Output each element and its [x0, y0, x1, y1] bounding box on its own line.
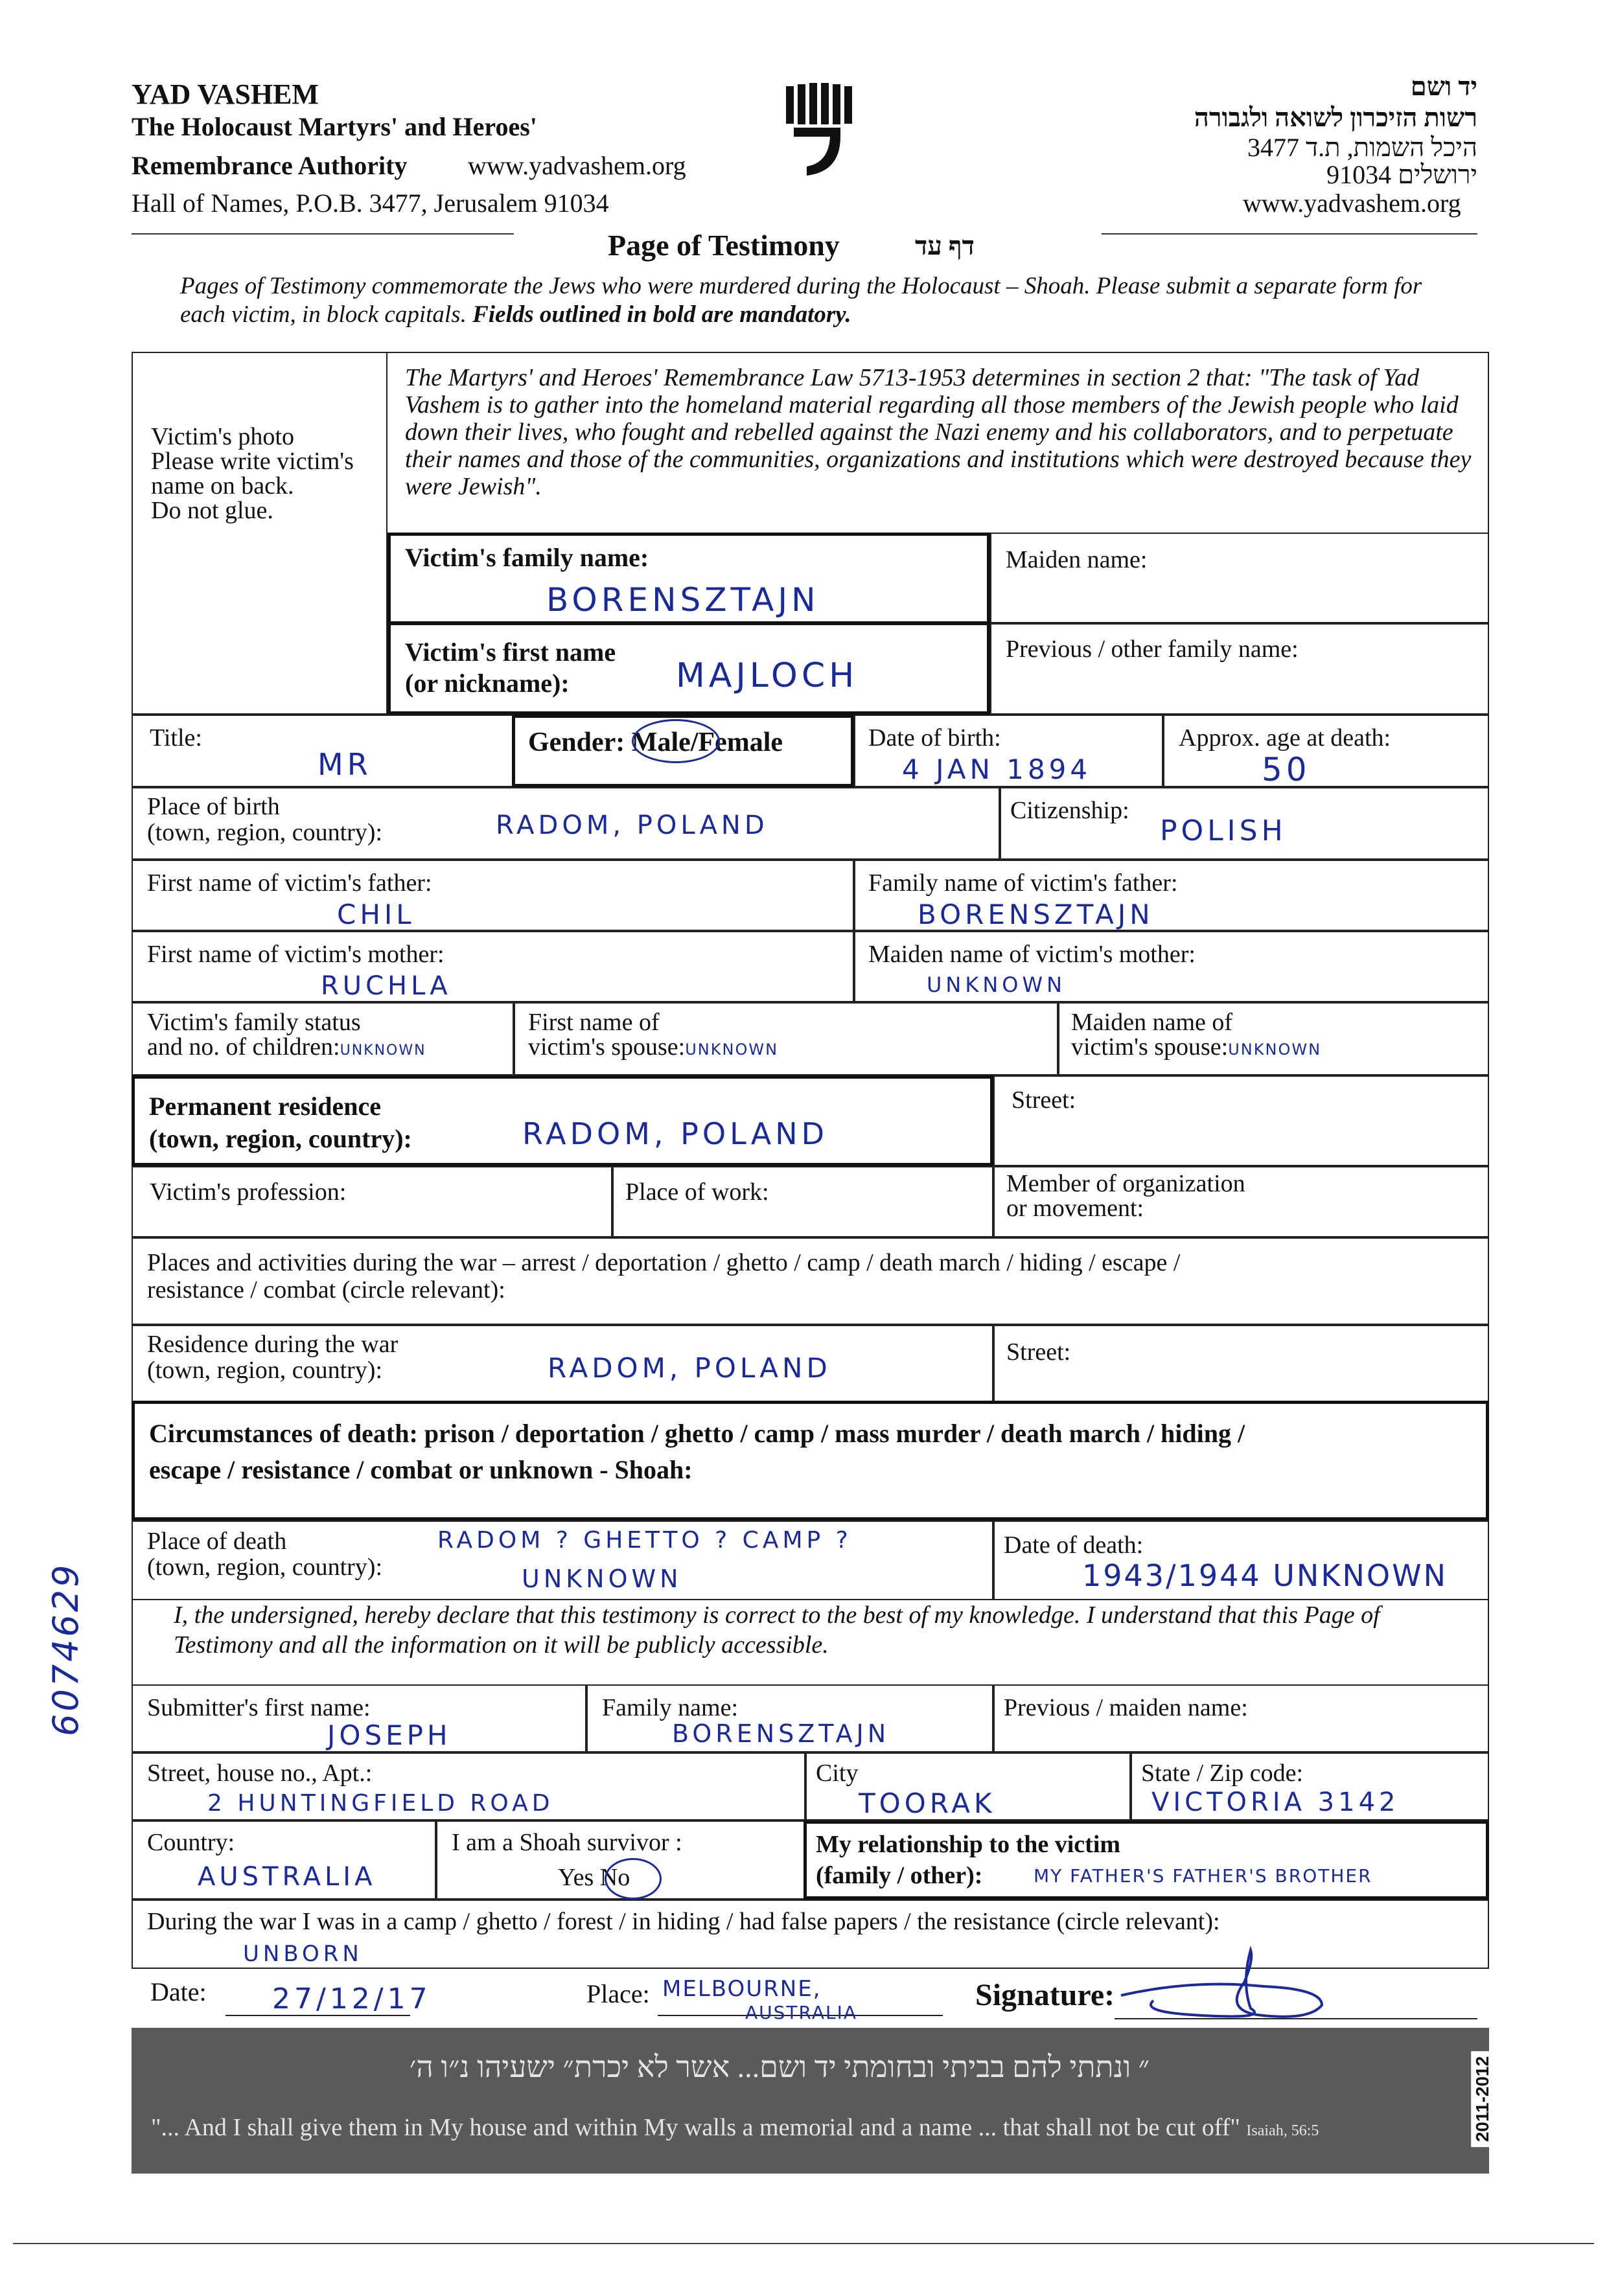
first-name-value: MAJLOCH — [676, 656, 859, 695]
father-family-field[interactable] — [854, 860, 1489, 931]
footer-quote-text: "... And I shall give them in My house and within My walls a memorial and a name ... that shall not be cut off" — [151, 2114, 1240, 2141]
mother-first-label: First name of victim's mother: — [147, 941, 445, 968]
war-residence-label-2: (town, region, country): — [147, 1357, 383, 1384]
submitter-family-label: Family name: — [602, 1694, 739, 1721]
submitter-country-field[interactable] — [132, 1820, 436, 1900]
pob-label: Place of birth — [147, 793, 280, 820]
previous-name-field[interactable] — [990, 622, 1489, 715]
family-status-label: Victim's family status — [147, 1009, 361, 1036]
mother-maiden-label: Maiden name of victim's mother: — [868, 941, 1196, 968]
spouse-first-label: First name of — [528, 1009, 660, 1036]
header-rule-right — [1102, 233, 1477, 235]
submitter-street-field[interactable] — [132, 1752, 805, 1820]
previous-name-label: Previous / other family name: — [1006, 636, 1299, 663]
spouse-first-field[interactable] — [514, 1002, 1058, 1075]
submitter-country-value: AUSTRALIA — [198, 1862, 376, 1892]
page-title-heb: דף עד — [915, 231, 975, 260]
relationship-label: My relationship to the victim — [816, 1831, 1121, 1858]
gender-separator: / — [690, 728, 699, 757]
spouse-first-value: UNKNOWN — [685, 1040, 779, 1059]
spouse-maiden-label-2: victim's spouse: — [1071, 1033, 1229, 1061]
relationship-field[interactable] — [804, 1820, 1489, 1900]
death-circumstances-label-2: escape / resistance / combat or unknown - Shoah: — [149, 1455, 693, 1484]
signature-label: Signature: — [975, 1978, 1115, 2012]
activities-label-2: resistance / combat (circle relevant): — [147, 1276, 505, 1303]
dod-value: 1943/1944 UNKNOWN — [1082, 1558, 1448, 1593]
first-name-label: Victim's first name — [405, 637, 616, 667]
member-label: Member of organization — [1006, 1170, 1245, 1197]
pob-field[interactable] — [132, 787, 1000, 860]
spouse-first-label-2: victim's spouse: — [528, 1033, 686, 1061]
title-value: MR — [318, 747, 372, 782]
family-name-label: Victim's family name: — [405, 543, 649, 572]
org-name: YAD VASHEM — [132, 78, 319, 110]
age-label: Approx. age at death: — [1179, 724, 1391, 752]
footer-english-quote — [151, 2113, 1319, 2142]
law-text: The Martyrs' and Heroes' Remembrance Law 5713-1953 determines in section 2 that: "The task of Yad Vashem is to gather into the homeland material regarding all those members of the Jewish people who laid down their lives, who fought and rebelled against the Nazi enemy and his collaborators, and to perpetuate their names and those of the communities, organizations and institutions which were destroyed because they were Jewish". — [405, 364, 1472, 500]
father-first-value: CHIL — [337, 899, 415, 930]
date-value[interactable]: 27/12/17 — [272, 1982, 432, 2015]
spouse-maiden-label: Maiden name of — [1071, 1009, 1233, 1036]
maiden-name-label: Maiden name: — [1006, 546, 1148, 573]
submitter-street-value: 2 HUNTINGFIELD ROAD — [207, 1790, 554, 1817]
pod-field[interactable] — [132, 1521, 993, 1600]
member-label-2: or movement: — [1006, 1195, 1144, 1222]
footer-quote-band — [132, 2028, 1492, 2174]
photo-instruction-2: name on back. — [151, 472, 294, 499]
street-field[interactable] — [993, 1075, 1489, 1166]
submitter-first-label: Submitter's first name: — [147, 1694, 371, 1721]
activities-label: Places and activities during the war – arrest / deportation / ghetto / camp / death march / hiding / escape / — [147, 1249, 1181, 1276]
profession-field[interactable] — [132, 1166, 612, 1237]
relationship-label-2: (family / other): — [816, 1862, 983, 1889]
mother-maiden-value: UNKNOWN — [927, 972, 1067, 997]
war-residence-value: RADOM, POLAND — [548, 1352, 831, 1384]
street-label: Street: — [1012, 1086, 1076, 1114]
during-war-label: During the war I was in a camp / ghetto / forest / in hiding / had false papers / the resistance (circle relevant): — [147, 1908, 1220, 1935]
family-status-field[interactable] — [132, 1002, 514, 1075]
submitter-family-field[interactable] — [586, 1684, 993, 1752]
website-link[interactable]: www.yadvashem.org — [468, 151, 686, 180]
maiden-name-field[interactable] — [990, 533, 1489, 625]
submitter-city-label: City — [816, 1760, 859, 1787]
war-residence-label: Residence during the war — [147, 1331, 399, 1358]
heb-org-name: יד ושם — [1410, 72, 1477, 101]
footer-hebrew-quote: ״ ונתתי להם בביתי ובחומתי יד ושם... אשר לא יכרת״ ישעיהו נ״ו ה׳ — [409, 2050, 1150, 2084]
dob-value: 4 JAN 1894 — [902, 753, 1092, 785]
submitter-family-value: BORENSZTAJN — [672, 1719, 890, 1748]
war-street-field[interactable] — [993, 1325, 1489, 1403]
submitter-country-label: Country: — [147, 1829, 235, 1856]
bottom-rule — [13, 2243, 1594, 2244]
no-circle-mark — [605, 1858, 662, 1900]
org-subtitle-2: Remembrance Authority — [132, 151, 408, 180]
pod-value-2: UNKNOWN — [522, 1565, 682, 1593]
spouse-maiden-value: UNKNOWN — [1228, 1040, 1322, 1059]
submitter-first-field[interactable] — [132, 1684, 586, 1752]
page-title: Page of Testimony — [608, 229, 840, 262]
submitter-prev-label: Previous / maiden name: — [1004, 1694, 1248, 1721]
photo-label: Victim's photo — [151, 423, 294, 450]
pob-value: RADOM, POLAND — [496, 810, 769, 840]
place-label: Place: — [586, 1979, 650, 2008]
submitter-prev-field[interactable] — [993, 1684, 1489, 1752]
relationship-value: MY FATHER'S FATHER'S BROTHER — [1034, 1865, 1372, 1887]
org-address: Hall of Names, P.O.B. 3477, Jerusalem 91034 — [132, 189, 609, 218]
mother-first-value: RUCHLA — [321, 971, 452, 1001]
work-field[interactable] — [612, 1166, 993, 1237]
intro-text: Pages of Testimony commemorate the Jews who were murdered during the Holocaust – Shoah. Please submit a separate form for each victim, in block capitals. Fields outlined in bold are mandatory. — [180, 273, 1422, 328]
war-residence-field[interactable] — [132, 1325, 993, 1403]
form-year: 2011-2012 — [1471, 2051, 1494, 2147]
residence-field[interactable] — [132, 1075, 993, 1166]
photo-box[interactable] — [132, 352, 387, 715]
residence-label-2: (town, region, country): — [149, 1124, 412, 1153]
submitter-street-label: Street, house no., Apt.: — [147, 1760, 373, 1787]
first-name-label-2: (or nickname): — [405, 669, 570, 698]
survivor-label: I am a Shoah survivor : — [452, 1829, 682, 1856]
mother-maiden-field[interactable] — [854, 931, 1489, 1002]
margin-note: 6074629 — [45, 1562, 86, 1736]
father-first-label: First name of victim's father: — [147, 869, 432, 897]
spouse-maiden-field[interactable] — [1058, 1002, 1489, 1075]
submitter-state-label: State / Zip code: — [1141, 1760, 1304, 1787]
dod-field[interactable] — [993, 1521, 1489, 1600]
pob-label-2: (town, region, country): — [147, 819, 383, 846]
menorah-logo — [781, 81, 859, 178]
gender-field[interactable] — [512, 715, 854, 787]
first-name-field[interactable] — [387, 622, 990, 715]
submitter-state-value: VICTORIA 3142 — [1151, 1787, 1400, 1817]
age-value: 50 — [1262, 751, 1311, 788]
father-first-field[interactable] — [132, 860, 854, 931]
heb-address: היכל השמות, ת.ד 3477 — [1247, 133, 1477, 162]
death-circumstances-label: Circumstances of death: prison / deportation / ghetto / camp / mass murder / death march / hiding / — [149, 1419, 1245, 1448]
heb-website[interactable]: www.yadvashem.org — [1243, 189, 1461, 218]
place-value-2: AUSTRALIA — [745, 2002, 858, 2023]
citizenship-label: Citizenship: — [1010, 797, 1129, 824]
gender-female-option[interactable]: Female — [698, 728, 783, 757]
war-street-label: Street: — [1006, 1338, 1071, 1366]
age-field[interactable] — [1163, 715, 1489, 787]
gender-label: Gender: — [528, 728, 625, 757]
submitter-first-value: JOSEPH — [327, 1719, 452, 1751]
heb-org-subtitle: רשות הזיכרון לשואה ולגבורה — [1194, 103, 1477, 132]
place-value[interactable]: MELBOURNE, — [662, 1976, 822, 2002]
photo-instruction-3: Do not glue. — [151, 497, 273, 524]
submitter-city-field[interactable] — [805, 1752, 1131, 1820]
father-family-value: BORENSZTAJN — [918, 899, 1154, 930]
member-field[interactable] — [993, 1166, 1489, 1237]
pod-label-2: (town, region, country): — [147, 1554, 383, 1581]
pod-value: RADOM ? GHETTO ? CAMP ? — [437, 1527, 852, 1554]
profession-label: Victim's profession: — [150, 1178, 347, 1206]
date-label: Date: — [150, 1977, 207, 2006]
dob-field[interactable] — [854, 715, 1163, 787]
survivor-no-option[interactable]: No — [599, 1864, 630, 1891]
work-label: Place of work: — [625, 1178, 769, 1206]
photo-instruction: Please write victim's — [151, 448, 354, 475]
male-circle-mark — [632, 719, 720, 763]
citizenship-field[interactable] — [1000, 787, 1489, 860]
survivor-field[interactable] — [436, 1820, 805, 1900]
citizenship-value: POLISH — [1160, 814, 1287, 847]
submitter-state-field[interactable] — [1131, 1752, 1489, 1820]
signature-scribble — [1115, 1944, 1348, 2028]
death-circumstances-field[interactable] — [132, 1401, 1489, 1521]
footer-source: Isaiah, 56:5 — [1246, 2122, 1319, 2139]
residence-value: RADOM, POLAND — [522, 1116, 829, 1151]
header-rule-left — [132, 233, 514, 235]
mother-first-field[interactable] — [132, 931, 854, 1002]
org-subtitle: The Holocaust Martyrs' and Heroes' — [132, 112, 537, 141]
family-name-field[interactable] — [387, 533, 990, 625]
dob-label: Date of birth: — [868, 724, 1001, 752]
family-status-label-2: and no. of children: — [147, 1033, 340, 1061]
heb-city: ירושלים 91034 — [1326, 160, 1477, 189]
pod-label: Place of death — [147, 1528, 287, 1555]
activities-field[interactable] — [132, 1237, 1489, 1325]
during-war-value: UNBORN — [243, 1941, 363, 1967]
residence-label: Permanent residence — [149, 1092, 382, 1121]
family-name-value: BORENSZTAJN — [546, 581, 820, 619]
survivor-yes-option[interactable]: Yes — [558, 1864, 594, 1891]
father-family-label: Family name of victim's father: — [868, 869, 1178, 897]
gender-male-option[interactable]: Male — [631, 728, 691, 757]
submitter-city-value: TOORAK — [859, 1787, 996, 1819]
dod-label: Date of death: — [1004, 1532, 1144, 1559]
declaration-text: I, the undersigned, hereby declare that this testimony is correct to the best of my knowledge. I understand that this Page of Testimony and all the information on it will be publicly accessible. — [174, 1601, 1380, 1659]
family-status-value: UNKNOWN — [340, 1042, 426, 1059]
title-field[interactable] — [132, 715, 514, 787]
title-label: Title: — [150, 724, 202, 752]
